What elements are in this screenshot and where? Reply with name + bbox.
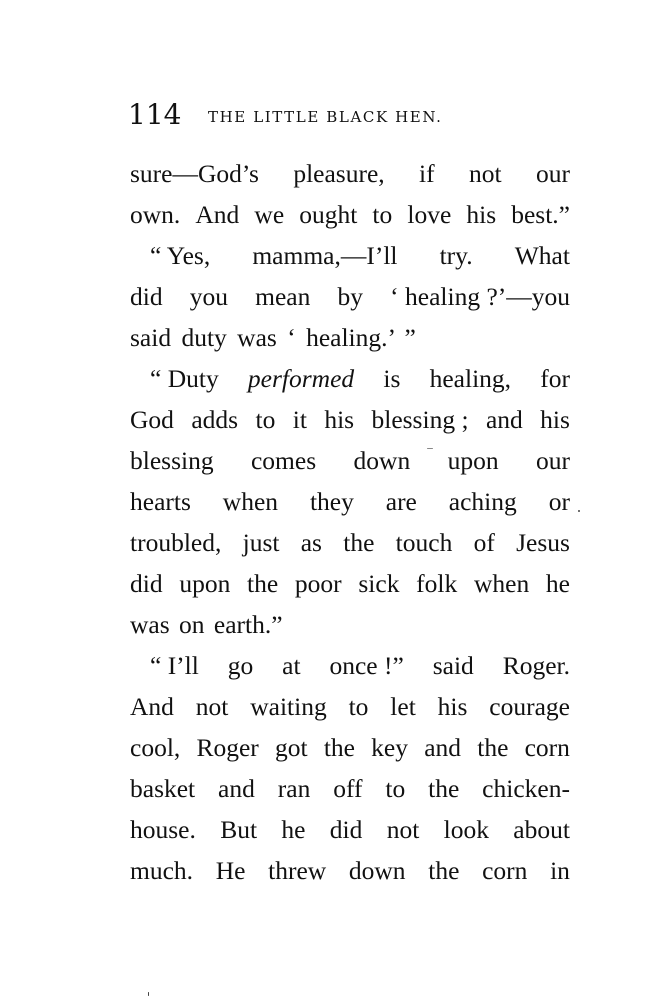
word: his [466, 200, 497, 229]
word: they [309, 487, 354, 516]
word: cool, [130, 733, 181, 762]
word: And [195, 200, 240, 229]
word: you [189, 282, 228, 311]
word: down [348, 856, 406, 885]
text-line [130, 564, 570, 604]
text-line [130, 359, 570, 399]
word: not [469, 159, 502, 188]
text-line [130, 154, 570, 194]
text-line [130, 236, 570, 276]
word: to [385, 774, 406, 803]
word: our [535, 446, 570, 475]
word: ran [277, 774, 311, 803]
word: troubled, [130, 528, 222, 557]
word: blessing ; [371, 405, 469, 434]
word: ‘ healing ?’—you [390, 282, 570, 311]
print-speck [578, 510, 580, 512]
text-line [130, 277, 570, 317]
text-line [130, 195, 570, 235]
word: But [220, 815, 258, 844]
word: he [281, 815, 306, 844]
word: basket [130, 774, 196, 803]
word: are [385, 487, 417, 516]
word: not [386, 815, 420, 844]
text-line [130, 687, 570, 727]
word: own. [130, 200, 181, 229]
emphasized-word: performed [247, 364, 355, 393]
word: to [255, 405, 276, 434]
word: his [324, 405, 355, 434]
word: let [390, 692, 416, 721]
text-line [130, 851, 570, 891]
text-line [130, 605, 570, 645]
word: when [473, 569, 530, 598]
word: about [513, 815, 570, 844]
word: poor [294, 569, 342, 598]
word: was [237, 323, 277, 352]
running-title: THE LITTLE BLACK HEN. [208, 108, 443, 126]
word: look [443, 815, 489, 844]
word: He [215, 856, 246, 885]
word: Roger. [502, 651, 570, 680]
word: the [428, 774, 460, 803]
word: is [383, 364, 401, 393]
word: as [300, 528, 322, 557]
word: hearts [130, 487, 191, 516]
word: house. [130, 815, 196, 844]
word: when [222, 487, 279, 516]
word: our [536, 159, 570, 188]
word: folk [416, 569, 458, 598]
word: not [195, 692, 229, 721]
word: “ I’ll [150, 651, 199, 680]
running-head [128, 98, 568, 134]
word: did [329, 815, 363, 844]
word: best.” [511, 200, 570, 229]
word: go [227, 651, 254, 680]
text-line [130, 728, 570, 768]
word: to [348, 692, 369, 721]
word: and [424, 733, 462, 762]
word: on [179, 610, 205, 639]
text-line [130, 523, 570, 563]
word: key [371, 733, 408, 762]
word: courage [489, 692, 570, 721]
word: got [275, 733, 308, 762]
text-line [130, 646, 570, 686]
word: down [353, 446, 411, 475]
word: adds [191, 405, 239, 434]
word: And [130, 692, 174, 721]
word: duty [181, 323, 227, 352]
page-number: 114 [128, 98, 182, 131]
text-line [130, 400, 570, 440]
word: did [130, 569, 163, 598]
text-line [130, 482, 570, 522]
word: off [333, 774, 363, 803]
text-line [130, 769, 570, 809]
word: of [473, 528, 495, 557]
text-line [130, 318, 570, 358]
word: at [282, 651, 301, 680]
word: did [130, 282, 163, 311]
word: the [323, 733, 355, 762]
word: chicken- [482, 774, 570, 803]
word: it [292, 405, 307, 434]
word: earth.” [213, 610, 283, 639]
word: sick [358, 569, 400, 598]
word: Jesus [516, 528, 570, 557]
word: corn [524, 733, 570, 762]
word: his [540, 405, 570, 434]
word: and [485, 405, 523, 434]
word: waiting [250, 692, 327, 721]
word: we [254, 200, 285, 229]
word: mamma,—I’ll [252, 241, 398, 270]
word: by [337, 282, 363, 311]
word: his [437, 692, 468, 721]
word: in [550, 856, 570, 885]
word: “ Yes, [150, 241, 211, 270]
word: said [130, 323, 172, 352]
word: upon [447, 446, 499, 475]
word: corn [482, 856, 528, 885]
word: pleasure, [293, 159, 385, 188]
word: sure—God’s [130, 159, 259, 188]
word: ought [299, 200, 358, 229]
word: much. [130, 856, 194, 885]
word: once !” [329, 651, 404, 680]
word: just [242, 528, 280, 557]
word: he [545, 569, 570, 598]
word: for [540, 364, 570, 393]
word: Roger [196, 733, 259, 762]
word: “ Duty [150, 364, 219, 393]
word: blessing [130, 446, 214, 475]
print-speck [148, 992, 149, 996]
word: the [477, 733, 509, 762]
word: upon [179, 569, 231, 598]
word: said [432, 651, 474, 680]
word: the [343, 528, 375, 557]
word: the [247, 569, 279, 598]
word: God [130, 405, 174, 434]
text-line [130, 441, 570, 481]
text-line [130, 810, 570, 850]
word: or [548, 487, 570, 516]
word: the [428, 856, 460, 885]
word: to [372, 200, 393, 229]
word: aching [448, 487, 517, 516]
word: What [514, 241, 570, 270]
word: healing, [429, 364, 512, 393]
word: ‘ healing.’ ” [287, 323, 416, 352]
word: comes [250, 446, 317, 475]
word: threw [268, 856, 327, 885]
word: and [218, 774, 255, 803]
word: try. [439, 241, 473, 270]
word: love [407, 200, 452, 229]
word: if [419, 159, 435, 188]
word: was [130, 610, 170, 639]
print-speck [427, 448, 433, 449]
word: mean [255, 282, 311, 311]
word: touch [395, 528, 453, 557]
